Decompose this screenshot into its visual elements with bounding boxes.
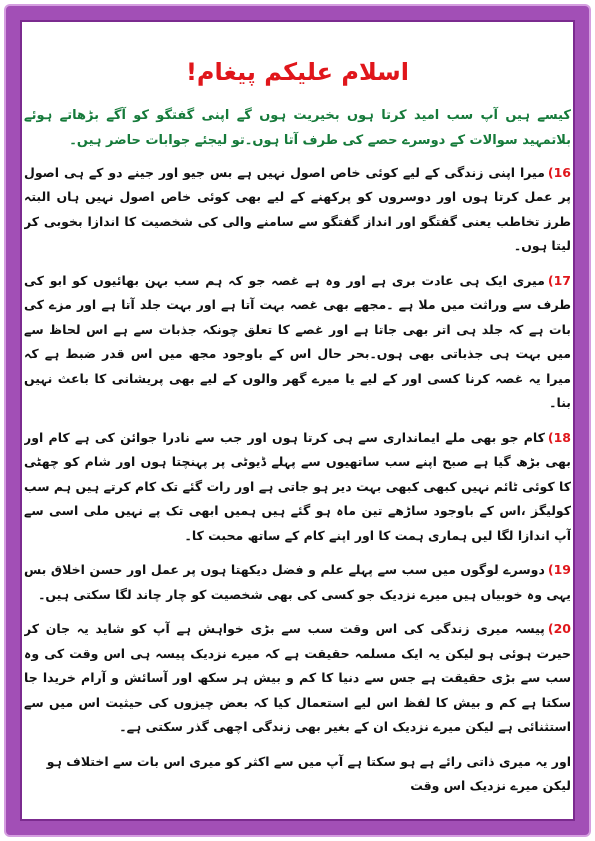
- answer-text: میرا اپنی زندگی کے لیے کوئی خاص اصول نہیں ہے بس جیو اور جینے دو کے ہی اصول پر عمل کرتا ہوں اور دوسروں کو پرکھنے کے لیے بھی کوئی خاص اصول نہیں ہاں البتہ طرز تخاطب یعنی گفتگو اور انداز گفتگو سے سامنے والی کی شخصیت کا اندازا بخوبی کر لیتا ہوں۔: [24, 164, 571, 254]
- answer-number: 20): [547, 621, 571, 637]
- closing-paragraph: اور یہ میری ذاتی رائے ہے ہو سکتا ہے آپ میں سے اکثر کو میری اس بات سے اختلاف ہو لیکن میرے نزدیک اس وقت: [46, 753, 571, 794]
- answer-19: [24, 558, 571, 607]
- answer-number: 17): [547, 272, 571, 288]
- page-content: [24, 24, 571, 817]
- page-title: اسلام علیکم پیغام!: [185, 58, 410, 86]
- answer-17: [24, 269, 571, 416]
- answer-number: 16): [547, 164, 571, 180]
- answer-text: میری ایک ہی عادت بری ہے اور وہ ہے غصہ جو کہ ہم سب بہن بھائیوں کو ابو کی طرف سے وراثت میں ملا ہے ۔مجھے بھی غصہ بہت آتا ہے اور بہت جلد آتا ہے اور مزے کی بات ہے کہ جلد ہی اتر بھی جاتا ہے اور غصے کا تعلق چونکہ جذبات سے ہے اس لحاظ سے میں بہت ہی جذباتی بھی ہوں۔بحر حال اس کے باوجود مجھ میں اس قدر ضبط ہے کہ میرا یہ غصہ کرنا کسی اور کے لیے یا میرے گھر والوں کے لیے بھی پریشانی کا باعث نہیں بنا۔: [24, 272, 571, 411]
- answer-number: 19): [547, 562, 571, 578]
- answer-16: [24, 161, 571, 259]
- answer-20: [24, 617, 571, 740]
- answer-text: پیسہ میری زندگی کی اس وقت سب سے بڑی خواہش ہے آپ کو شاید یہ جان کر حیرت ہوئی ہو لیکن یہ ایک مسلمہ حقیقت ہے کہ میرے نزدیک پیسہ ہی اس وقت کی وہ سب سے بڑی حقیقت ہے جس سے دنیا کا کم و بیش ہر سکھ اور آسائش و آرام خریدا جا سکتا ہے کم و بیش کا لفظ اس لیے استعمال کیا کہ بعض چیزوں کی حیثیت اس میں سے استثنائی ہے لیکن میرے نزدیک ان کے بغیر بھی زندگی اچھی گذر سکتی ہے۔: [24, 621, 571, 735]
- answer-text: کام جو بھی ملے ایمانداری سے ہی کرتا ہوں اور جب سے نادرا جوائن کی ہے کام اور بھی بڑھ گیا ہے صبح اپنے سب ساتھیوں سے پہلے ڈیوٹی پر پہنچتا ہوں اور شام کو چھٹی کا کوئی ٹائم نہیں کبھی کبھی بہت دیر ہو جاتی ہے اور رات گئے تک کام کرتے ہیں ہم سب کولیگز ،اس کے باوجود ساڑھے تین ماہ ہو گئے ہیں ہمیں ابھی تک پے نہیں ملی اسی سے آپ اندازا لگا لیں ہماری ہمت کا اور اپنے کام کے ساتھ محبت کا۔: [24, 429, 571, 543]
- intro-paragraph: کیسے ہیں آپ سب امید کرتا ہوں بخیریت ہوں گے اپنی گفتگو کو آگے بڑھاتے ہوئے بلاتمہید سوالات کے دوسرے حصے کی طرف آتا ہوں۔تو لیجئے جوابات حاضر ہیں۔: [24, 107, 571, 148]
- answer-number: 18): [547, 429, 571, 445]
- answer-text: دوسرے لوگوں میں سب سے پہلے علم و فضل دیکھتا ہوں پر عمل اور حسن اخلاق بس یہی وہ خوبیاں ہیں میرے نزدیک جو کسی کی بھی شخصیت کو چار چاند لگا سکتی ہیں۔: [24, 562, 571, 602]
- answer-18: [24, 426, 571, 549]
